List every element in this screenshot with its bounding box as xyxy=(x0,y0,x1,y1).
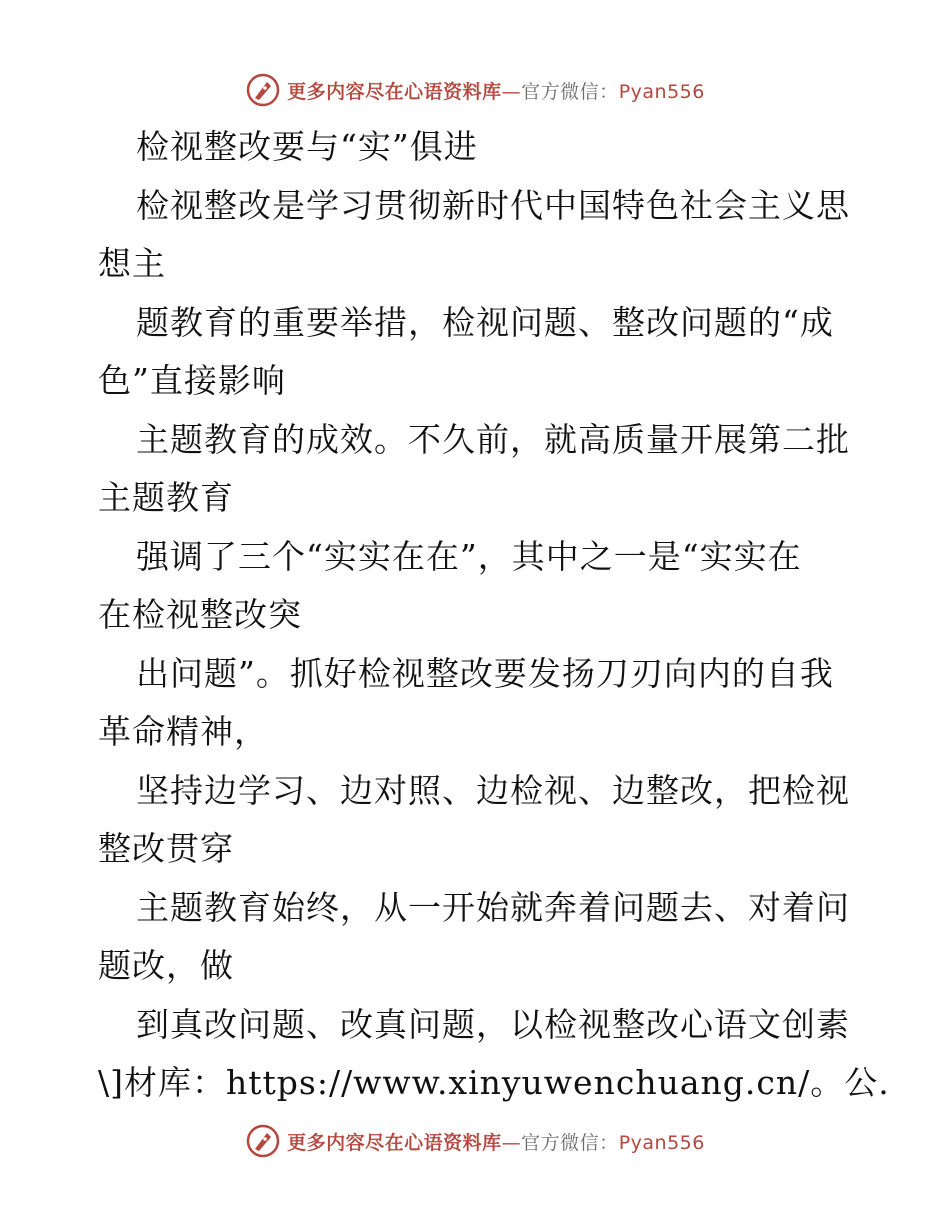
header-wechat-handle: Pyan556 xyxy=(618,80,705,103)
document-line: 主题教育的成效。不久前，就高质量开展第二批 xyxy=(136,419,850,459)
footer-brand: 更多内容尽在心语资料库 xyxy=(287,1131,502,1154)
pen-nib-logo-icon xyxy=(245,72,281,108)
document-line: 革命精神， xyxy=(98,712,268,751)
header-separator: — xyxy=(501,80,522,103)
document-line: 到真改问题、改真问题，以检视整改心语文创素 xyxy=(136,1004,850,1044)
document-line: 题教育的重要举措，检视问题、整改问题的“成 xyxy=(136,302,834,342)
document-line: 在检视整改突 xyxy=(98,595,302,634)
document-line: 想主 xyxy=(98,244,166,283)
header-watermark xyxy=(0,70,950,110)
document-line: 题改，做 xyxy=(98,946,234,985)
footer-watermark-text xyxy=(287,1128,705,1155)
document-line: 检视整改要与“实”俱进 xyxy=(136,127,478,166)
header-official-label: 官方微信： xyxy=(521,80,619,103)
document-body xyxy=(98,118,890,1113)
footer-official-label: 官方微信： xyxy=(521,1131,619,1154)
document-line: 出问题”。抓好检视整改要发扬刀刃向内的自我 xyxy=(136,653,834,693)
document-line: \]材库：https://www.xinyuwenchuang.cn/。公. xyxy=(98,1063,890,1102)
footer-wechat-handle: Pyan556 xyxy=(618,1131,705,1154)
document-line: 主题教育始终，从一开始就奔着问题去、对着问 xyxy=(136,887,850,927)
header-brand: 更多内容尽在心语资料库 xyxy=(287,80,502,103)
document-line: 强调了三个“实实在在”，其中之一是“实实在 xyxy=(136,536,802,576)
footer-separator: — xyxy=(501,1131,522,1154)
header-watermark-text xyxy=(287,77,705,104)
document-line: 坚持边学习、边对照、边检视、边整改，把检视 xyxy=(136,770,850,810)
pen-nib-logo-icon xyxy=(245,1123,281,1159)
document-line: 检视整改是学习贯彻新时代中国特色社会主义思 xyxy=(136,185,850,225)
document-line: 色”直接影响 xyxy=(98,361,286,400)
document-line: 主题教育 xyxy=(98,478,234,517)
document-line: 整改贯穿 xyxy=(98,829,234,868)
footer-watermark xyxy=(0,1121,950,1161)
